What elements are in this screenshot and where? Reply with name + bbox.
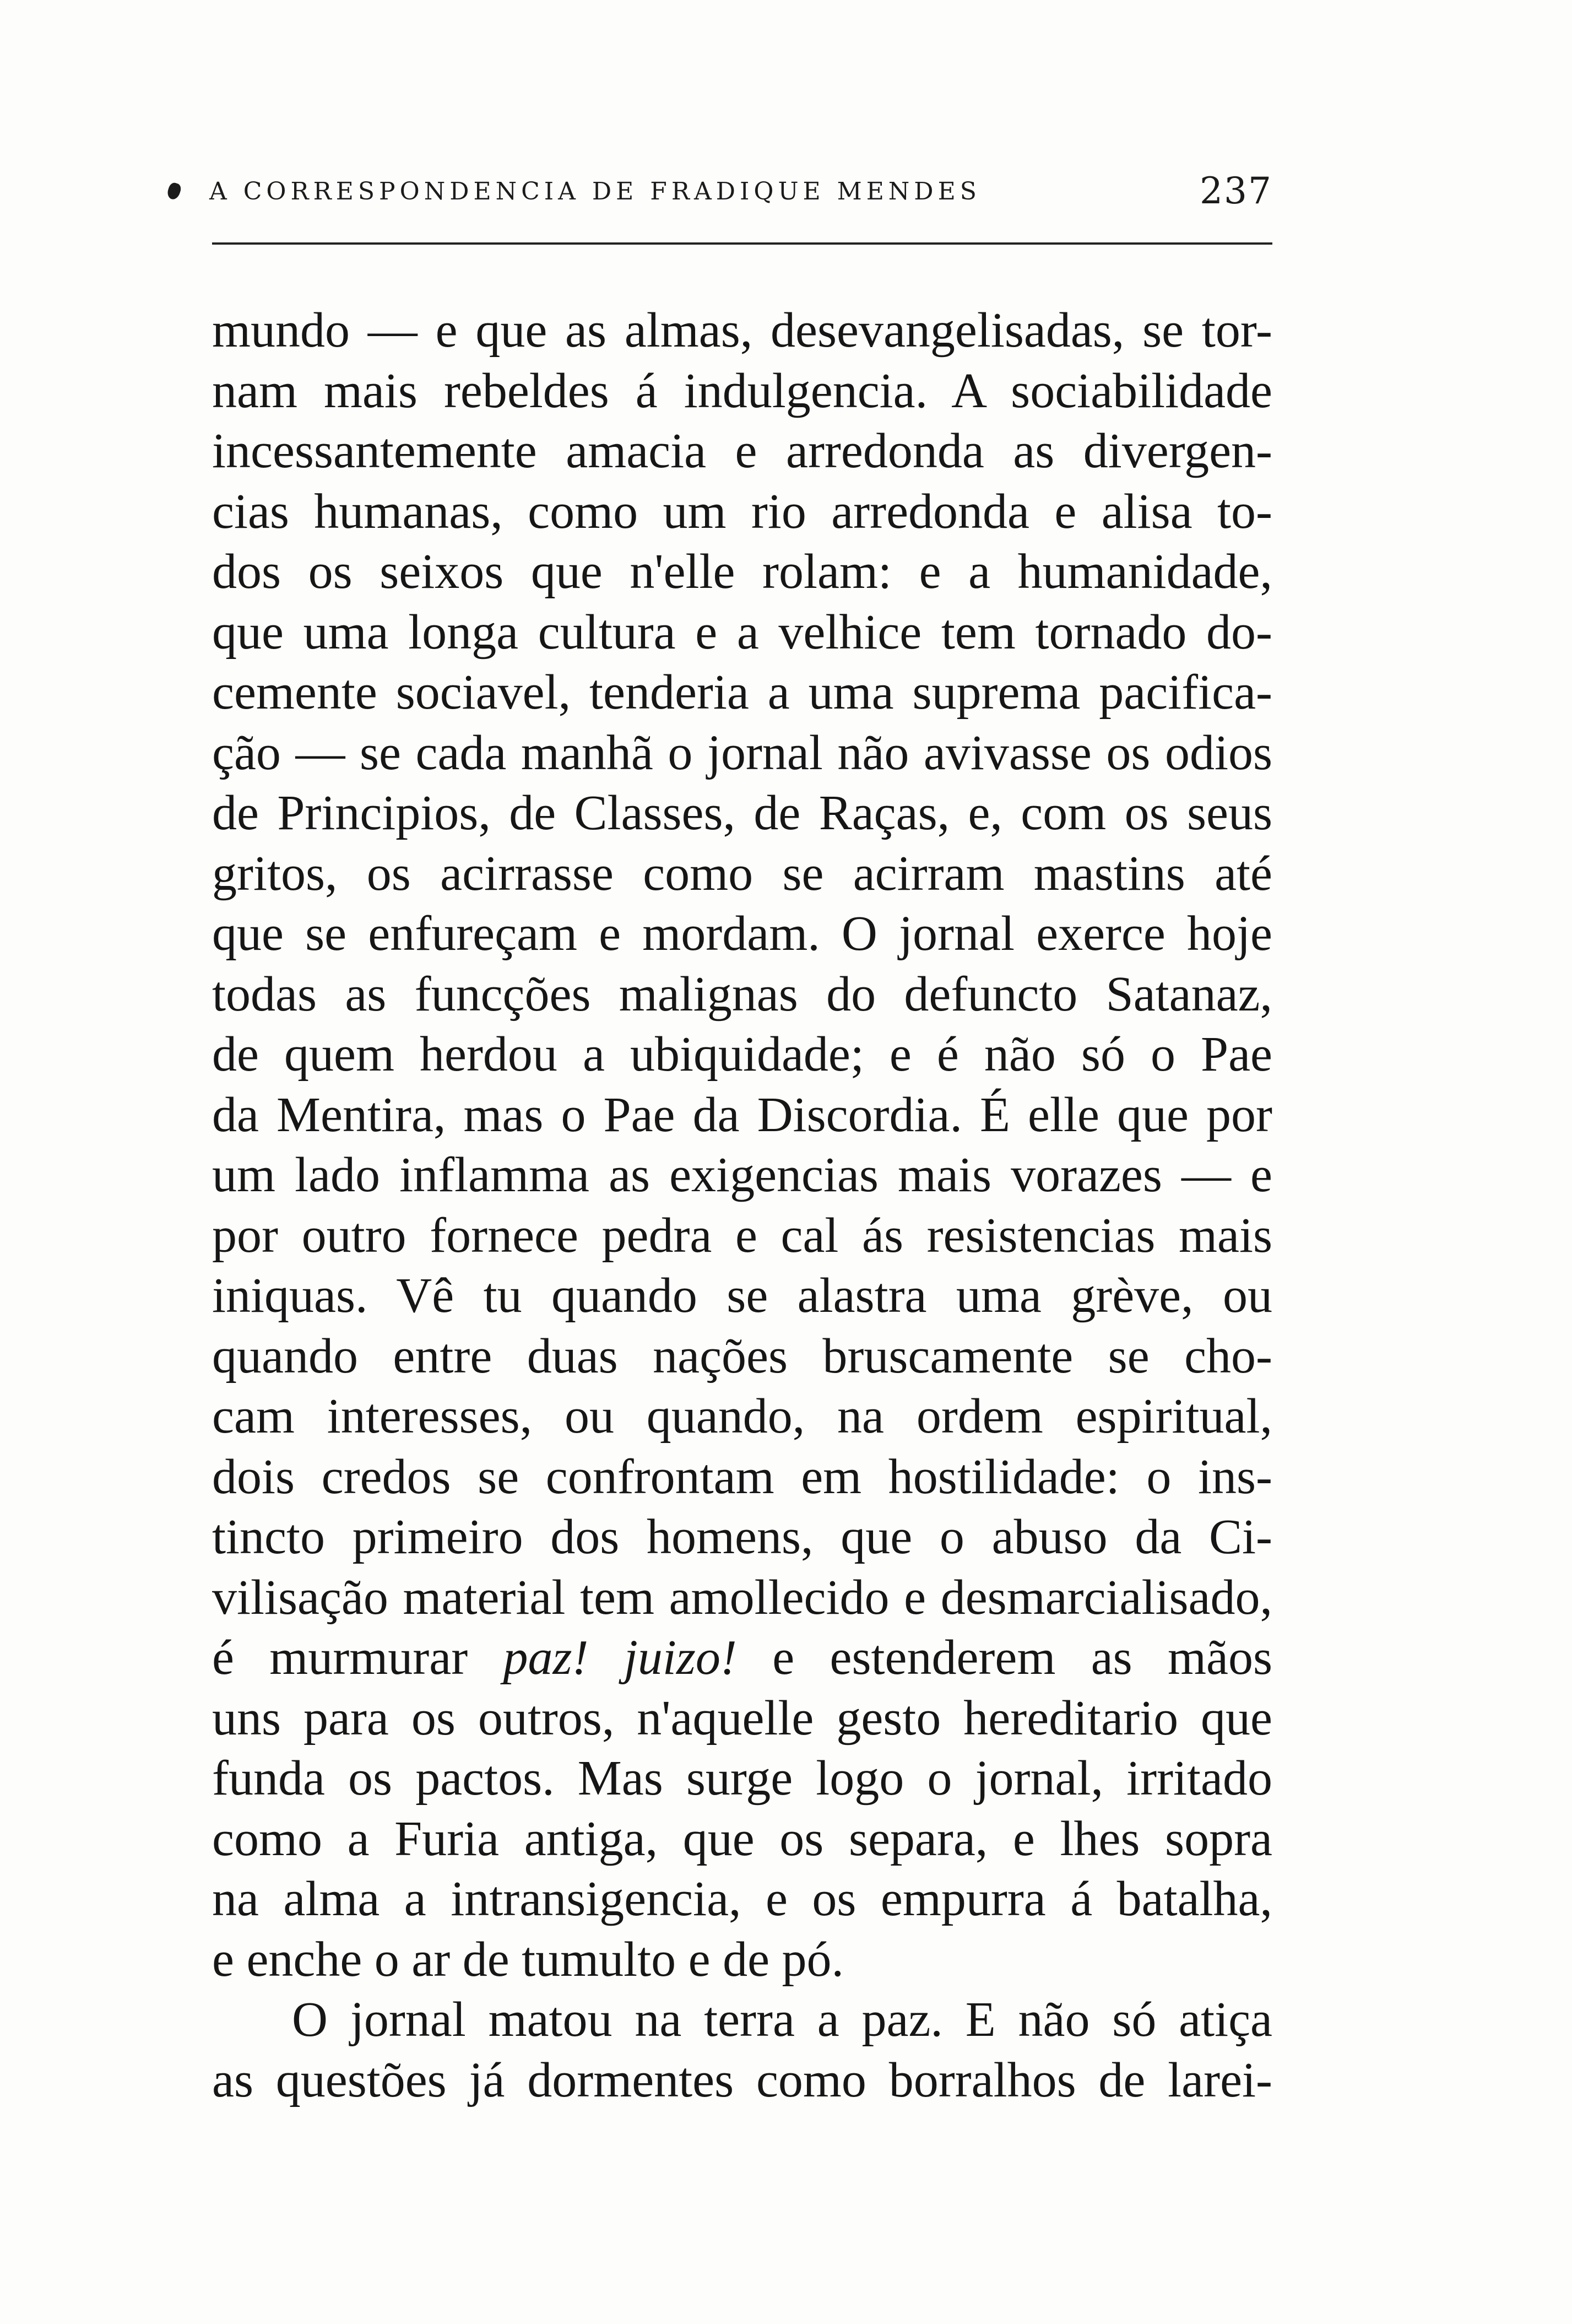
paragraph-end-line: e enche o ar de tumulto e de pó. [212, 1932, 844, 1987]
text-line: de quem herdou a ubiquidade; e é não só o Pae [212, 1027, 1272, 1082]
text-line: cam interesses, ou quando, na ordem espiritual, [212, 1389, 1272, 1444]
text-line: da Mentira, mas o Pae da Discordia. É elle que por [212, 1087, 1272, 1142]
running-title: A CORRESPONDENCIA DE FRADIQUE MENDES [209, 177, 981, 206]
text-line: gritos, os acirrasse como se acirram mastins até [212, 846, 1272, 901]
header-rule [212, 242, 1272, 245]
text-line: todas as funcções malignas do defuncto Satanaz, [212, 966, 1272, 1022]
text-line: cemente sociavel, tenderia a uma suprema pacifica- [212, 665, 1272, 720]
text-line: mundo — e que as almas, desevangelisadas, se tor- [212, 303, 1272, 358]
line-text-after: e estenderem as mãos [772, 1630, 1272, 1685]
text-line: dois credos se confrontam em hostilidade: o ins- [212, 1449, 1272, 1504]
text-line: as questões já dormentes como borralhos de larei- [212, 2052, 1272, 2107]
text-line: que se enfureçam e mordam. O jornal exerce hoje [212, 906, 1272, 961]
text-line: de Principios, de Classes, de Raças, e, com os seus [212, 786, 1272, 840]
text-line: dos os seixos que n'elle rolam: e a humanidade, [212, 544, 1272, 599]
text-line: na alma a intransigencia, e os empurra á batalha, [212, 1872, 1272, 1926]
text-line: que uma longa cultura e a velhice tem tornado do- [212, 604, 1272, 660]
text-line: um lado inflamma as exigencias mais vorazes — e [212, 1148, 1272, 1202]
text-line: por outro fornece pedra e cal ás resistencias mais [212, 1208, 1272, 1263]
text-line: iniquas. Vê tu quando se alastra uma grève, ou [212, 1268, 1272, 1323]
text-line: uns para os outros, n'aquelle gesto hereditario que [212, 1690, 1272, 1745]
text-line: ção — se cada manhã o jornal não avivasse os odios [212, 725, 1272, 780]
body-text [212, 300, 1272, 2110]
text-line: tincto primeiro dos homens, que o abuso da Ci- [212, 1510, 1272, 1564]
paragraph-start-line: O jornal matou na terra a paz. E não só atiça [292, 1992, 1272, 2047]
text-line: nam mais rebeldes á indulgencia. A sociabilidade [212, 363, 1272, 418]
text-line: funda os pactos. Mas surge logo o jornal, irritado [212, 1751, 1272, 1806]
italic-exclamation: paz! juizo! [503, 1630, 737, 1685]
text-line: incessantemente amacia e arredonda as divergen- [212, 424, 1272, 478]
line-text-before: é murmurar [212, 1630, 468, 1685]
text-line-with-italics [212, 1628, 1272, 1688]
leaf-ornament-icon [166, 181, 182, 201]
running-head [209, 170, 1272, 219]
text-line: quando entre duas nações bruscamente se cho- [212, 1328, 1272, 1383]
text-line: como a Furia antiga, que os separa, e lhes sopra [212, 1811, 1272, 1866]
page-number: 237 [1200, 170, 1272, 212]
text-line: cias humanas, como um rio arredonda e alisa to- [212, 484, 1272, 539]
text-line: vilisação material tem amollecido e desmarcialisado, [212, 1570, 1272, 1625]
